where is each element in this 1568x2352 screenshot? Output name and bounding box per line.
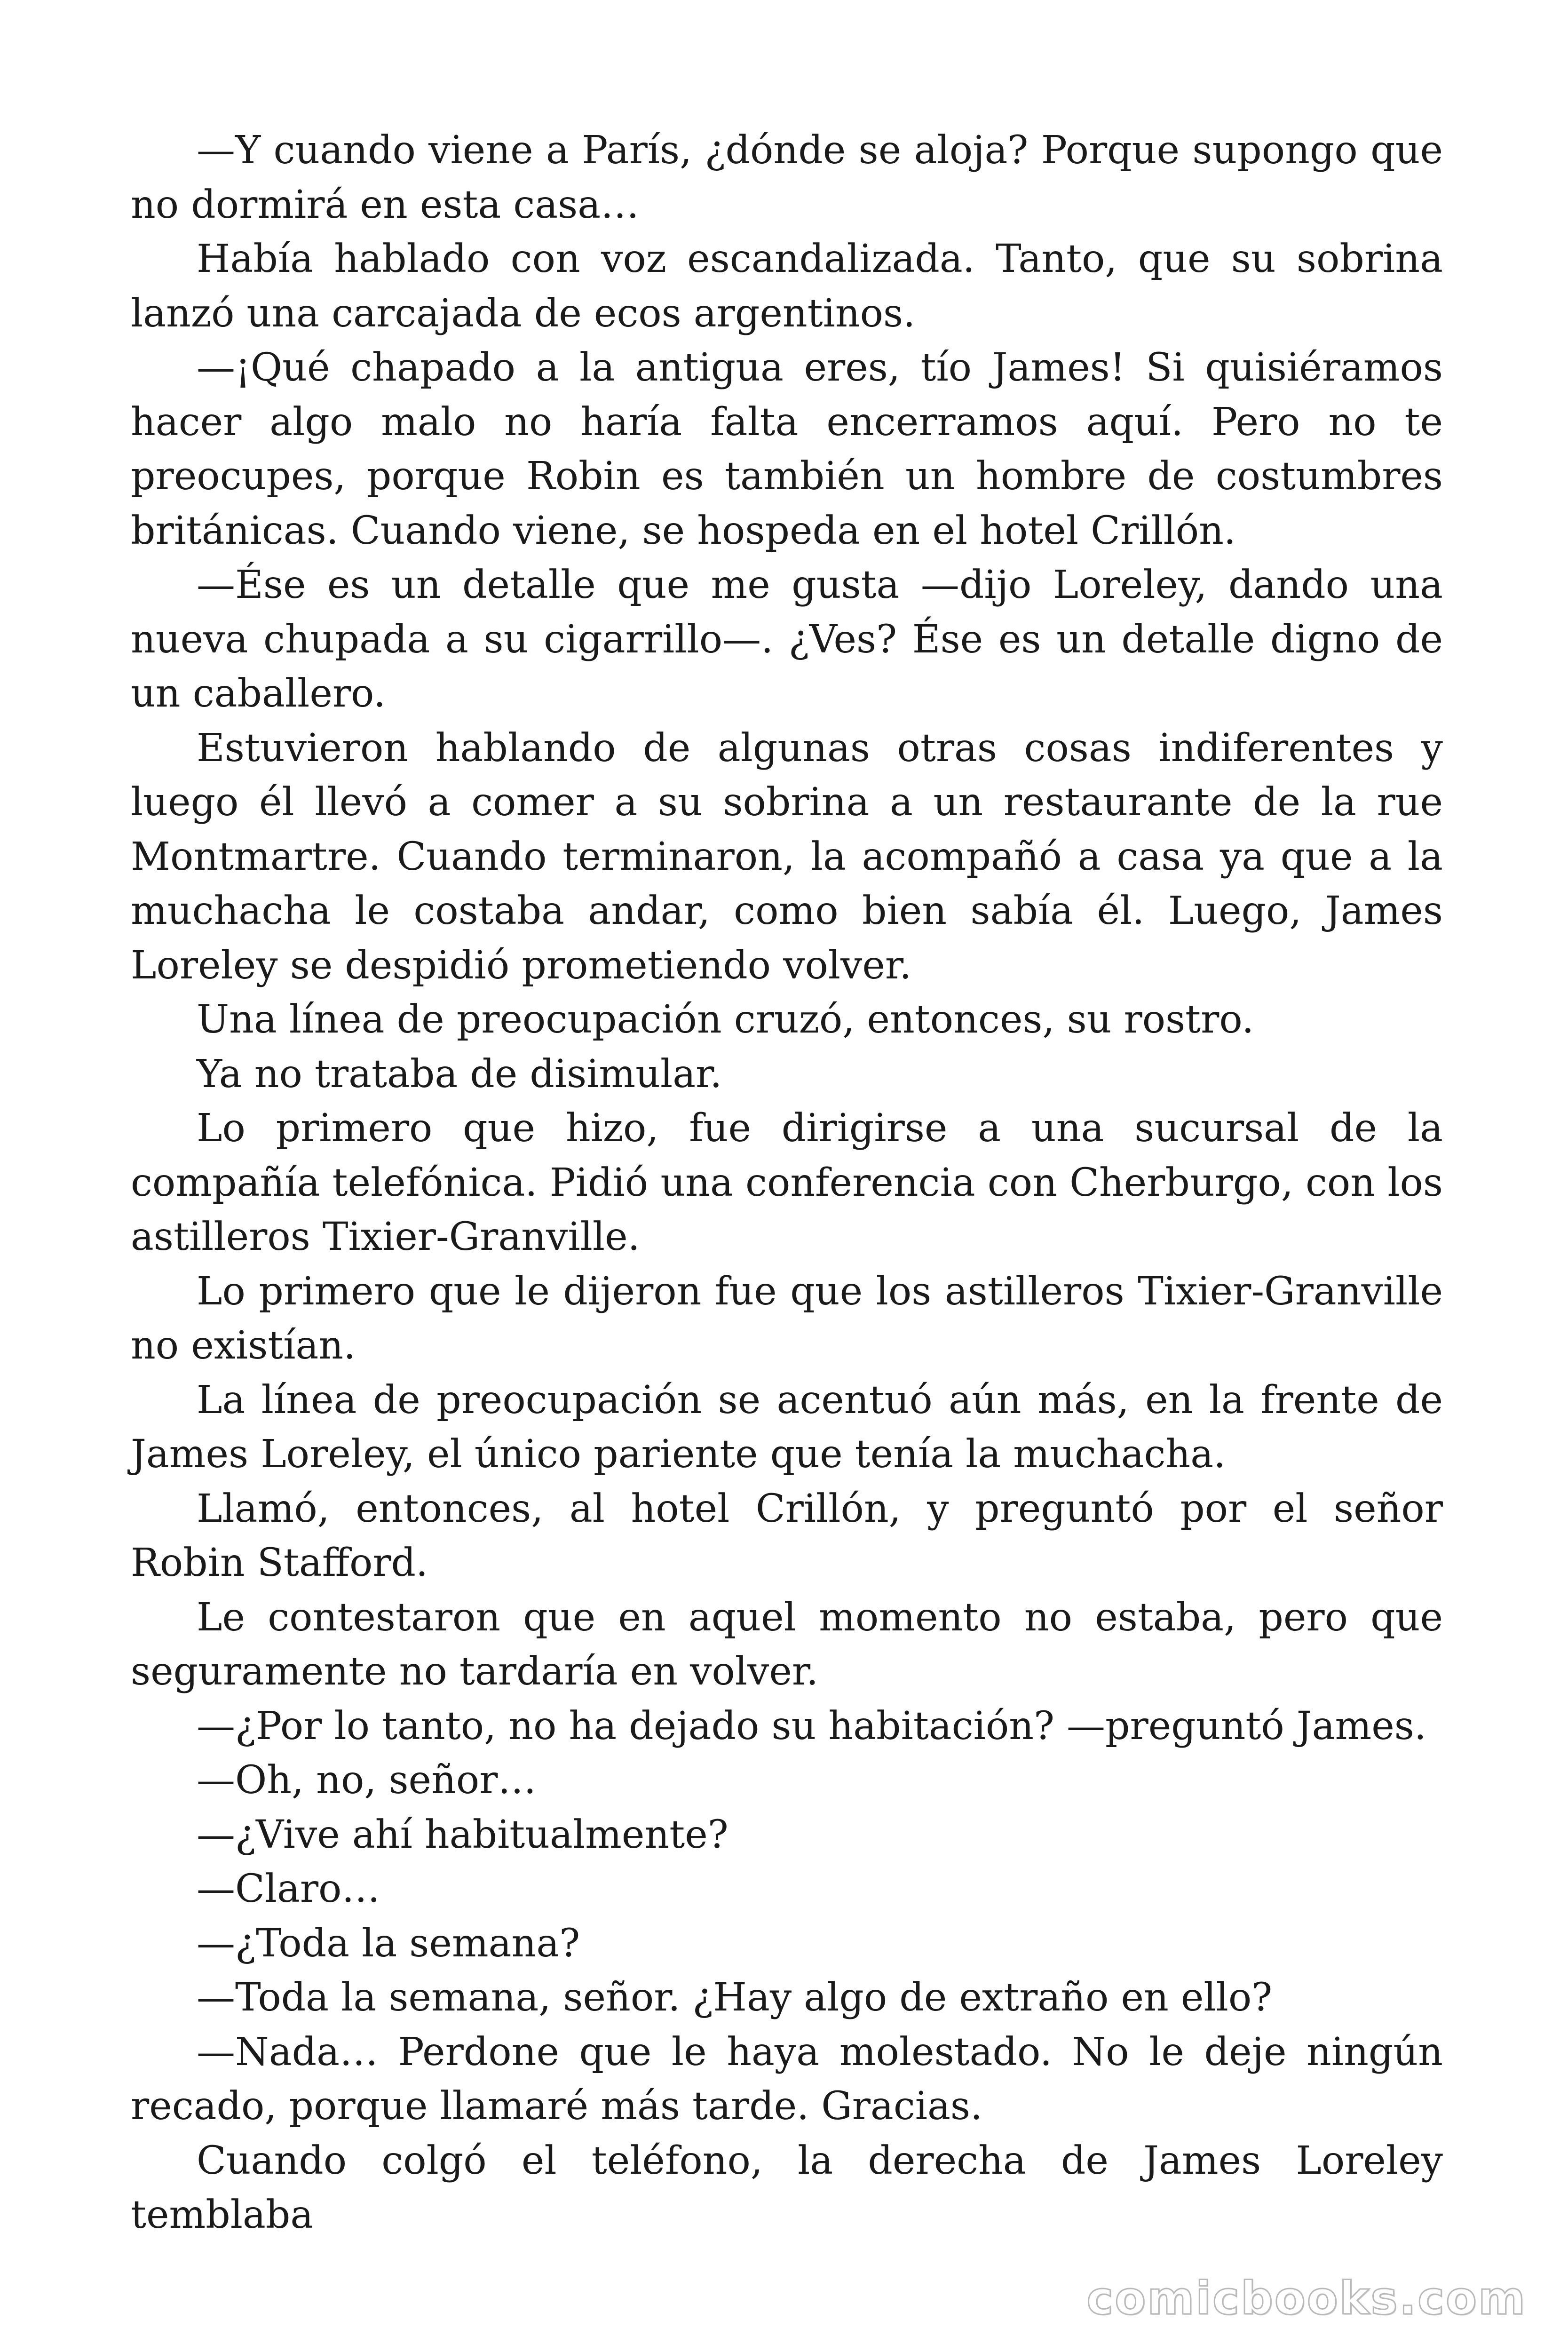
paragraph: Le contestaron que en aquel momento no estaba, pero que seguramente no tardaría en volver.: [131, 1595, 1443, 1694]
paragraph: Lo primero que le dijeron fue que los astilleros Tixier-Granville no existían.: [131, 1269, 1443, 1368]
paragraph: —Ése es un detalle que me gusta —dijo Loreley, dando una nueva chupada a su cigarrillo—. ¿Ves? Ése es un detalle digno de un caballero.: [131, 563, 1443, 716]
paragraph: —¡Qué chapado a la antigua eres, tío James! Si quisiéramos hacer algo malo no haría falta encerramos aquí. Pero no te preocupes, porque Robin es también un hombre de costumbres británicas. Cuando viene, se hospeda en el hotel Crillón.: [131, 345, 1443, 553]
paragraph: —Claro…: [197, 1867, 380, 1911]
paragraph: —¿Vive ahí habitualmente?: [197, 1812, 729, 1857]
paragraph: Llamó, entonces, al hotel Crillón, y preguntó por el señor Robin Stafford.: [131, 1486, 1443, 1585]
paragraph: La línea de preocupación se acentuó aún más, en la frente de James Loreley, el único pariente que tenía la muchacha.: [131, 1377, 1443, 1477]
paragraph: —¿Por lo tanto, no ha dejado su habitación? —preguntó James.: [197, 1703, 1426, 1748]
paragraph: Ya no trataba de disimular.: [197, 1051, 722, 1097]
paragraph: Estuvieron hablando de algunas otras cosas indiferentes y luego él llevó a comer a su sobrina a un restaurante de la rue Montmartre. Cuando terminaron, la acompañó a casa ya que a la muchacha le costaba andar, como bien sabía él. Luego, James Loreley se despidió prometiendo volver.: [131, 725, 1443, 988]
watermark: comicbooks.com: [1086, 2272, 1527, 2325]
paragraph: —¿Toda la semana?: [197, 1921, 580, 1966]
paragraph: —Toda la semana, señor. ¿Hay algo de extraño en ello?: [197, 1975, 1273, 2020]
paragraph: Lo primero que hizo, fue dirigirse a una sucursal de la compañía telefónica. Pidió una conferencia con Cherburgo, con los astilleros Tixier-Granville.: [131, 1106, 1443, 1259]
paragraph: Cuando colgó el teléfono, la derecha de James Loreley temblaba: [131, 2138, 1443, 2237]
paragraph: Una línea de preocupación cruzó, entonces, su rostro.: [197, 997, 1254, 1042]
paragraph: —Nada… Perdone que le haya molestado. No le deje ningún recado, porque llamaré más tarde. Gracias.: [131, 2029, 1443, 2129]
body-text: [131, 123, 1443, 2242]
paragraph: —Y cuando viene a París, ¿dónde se aloja? Porque supongo que no dormirá en esta casa…: [131, 128, 1443, 227]
paragraph: Había hablado con voz escandalizada. Tanto, que su sobrina lanzó una carcajada de ecos argentinos.: [131, 237, 1443, 336]
paragraph: —Oh, no, señor…: [197, 1758, 537, 1803]
